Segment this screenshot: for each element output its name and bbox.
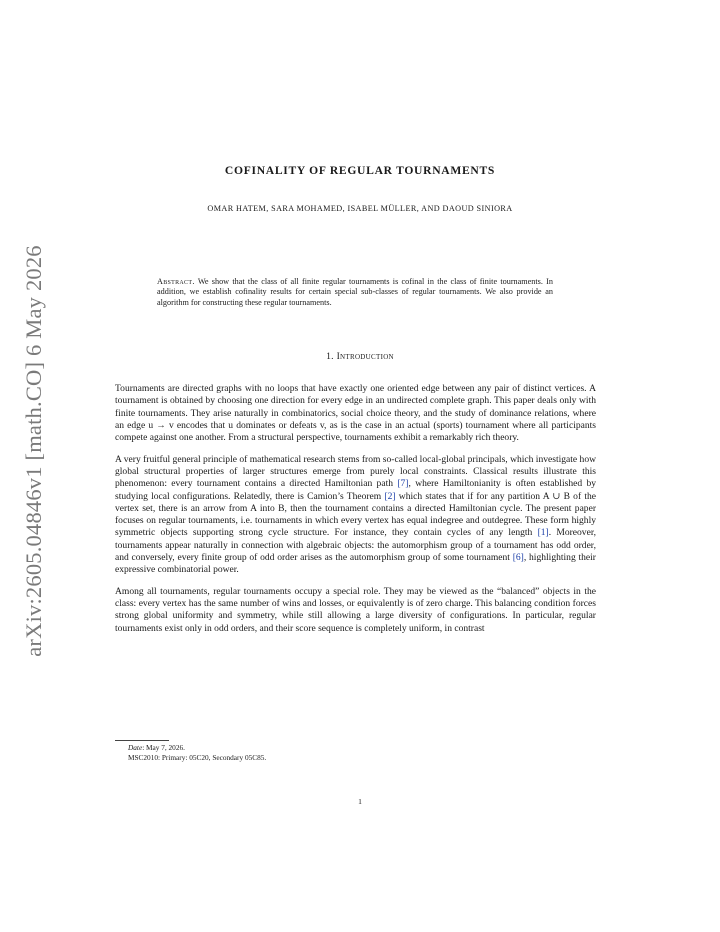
citation-link-2[interactable]: [2] [384, 490, 396, 502]
date-value: : May 7, 2026. [142, 743, 185, 752]
citation-link-7[interactable]: [7] [397, 478, 409, 490]
section-number: 1. [326, 351, 334, 362]
paragraph-3: Among all tournaments, regular tournaments occupy a special role. They may be viewed as the “balanced” objects in the class: every vertex has the same number of wins and losses, or equivalently is of zero charge. This balancing condition forces strong global uniformity and symmetry, while still allowing a large diversity of configurations. In particular, regular tournaments exist only in odd orders, and their score sequence is completely uniform, in contrast [115, 585, 596, 634]
arxiv-sidebar [14, 246, 54, 656]
paragraph-2-text-a: A very fruitful general principle of mathematical research stems from so-called local-global principals, which investigate how global structural properties of larger structures emerge from purely local constraints. Classical results illustrate this phenomenon: every tournament contains a directed Hamiltonian path [115, 453, 596, 490]
section-title: Introduction [336, 351, 394, 362]
footnote-date [115, 743, 595, 753]
paragraph-2-text-e: , highlighting their expressive combinatorial power. [115, 551, 596, 575]
page-number: 1 [358, 797, 362, 806]
date-label: Date [128, 743, 143, 752]
arxiv-identifier: arXiv:2605.04846v1 [math.CO] 6 May 2026 [21, 245, 46, 657]
paragraph-2-text-c: which states that if for any partition A ∪ B of the vertex set, there is an arrow from A into B, then the tournament contains a directed Hamiltonian cycle. The present paper focuses on regular tournaments, i.e. tournaments in which every vertex has equal indegree and outdegree. These form highly symmetric objects supporting strong cycle structure. For instance, they contain cycles of any length [115, 490, 597, 539]
abstract [157, 277, 553, 308]
footnote-msc: MSC2010: Primary: 05C20, Secondary 05C85. [128, 753, 267, 762]
section-heading [0, 351, 720, 362]
paragraph-2-text-d: . Moreover, tournaments appear naturally in connection with algebraic objects: the automorphism group of a tournament has odd order, and conversely, every finite group of odd order arises as the automorphism group of some tournament [115, 527, 596, 563]
abstract-text: We show that the class of all finite regular tournaments is cofinal in the class of finite tournaments. In addition, we establish cofinality results for certain special sub-classes of regular tournaments. We also provide an algorithm for constructing these regular tournaments. [157, 277, 553, 307]
paper-authors: OMAR HATEM, SARA MOHAMED, ISABEL MÜLLER, AND DAOUD SINIORA [207, 204, 513, 213]
paragraph-1: Tournaments are directed graphs with no loops that have exactly one oriented edge between any pair of distinct vertices. A tournament is obtained by choosing one direction for every edge in an undirected complete graph. This paper deals only with finite tournaments. They arise naturally in combinatorics, social choice theory, and the study of dominance relations, where an edge u → v encodes that u dominates or defeats v, as is the case in an actual (sports) tournament where all participants compete against one another. From a structural perspective, tournaments exhibit a remarkably rich theory. [115, 383, 596, 443]
citation-link-6[interactable]: [6] [512, 551, 524, 563]
paper-title: COFINALITY OF REGULAR TOURNAMENTS [224, 164, 496, 177]
paragraph-2 [115, 454, 596, 577]
paragraph-2-text-b: , where Hamiltonianity is often established by studying local configurations. Relatedly, there is Camion’s Theorem [115, 478, 596, 502]
body-text [115, 383, 596, 644]
footnotes [115, 743, 595, 763]
footnote-rule [115, 740, 169, 741]
citation-link-1[interactable]: [1] [537, 527, 549, 539]
abstract-label: Abstract. [157, 277, 195, 286]
